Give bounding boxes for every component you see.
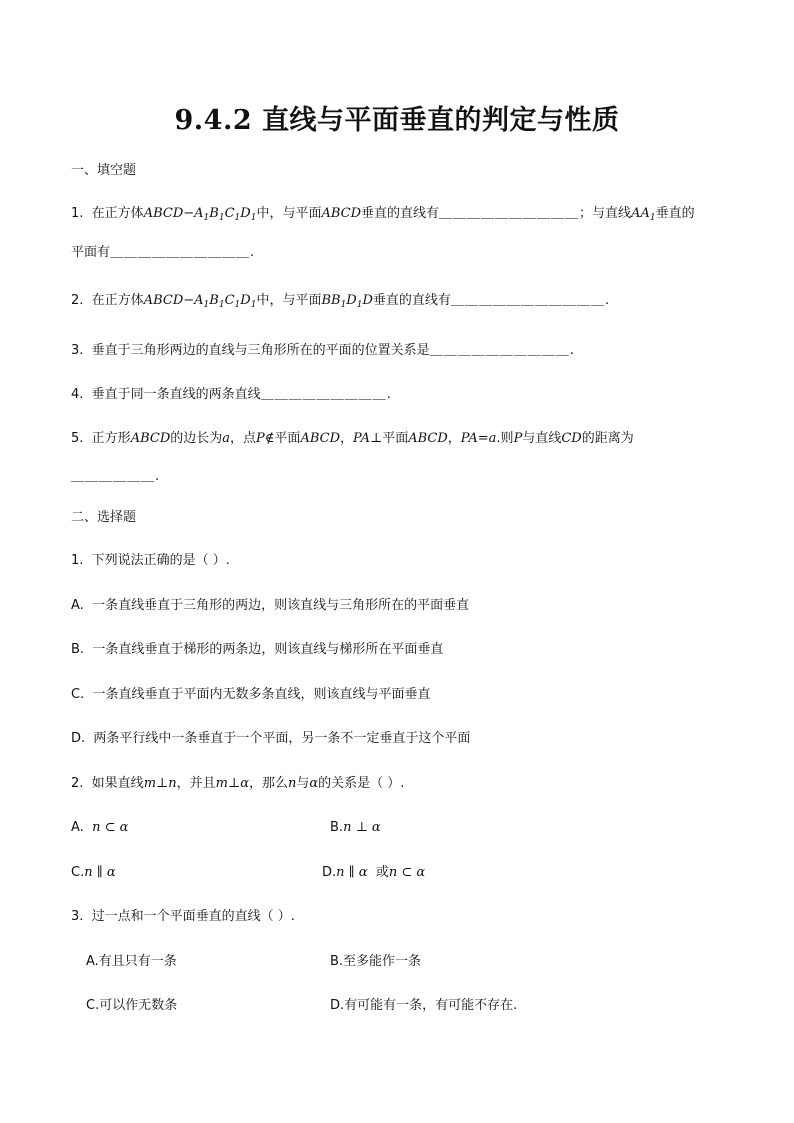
math: ABCD bbox=[130, 431, 171, 446]
option-b[interactable]: B.至多能作一条 bbox=[330, 954, 422, 969]
math: n bbox=[168, 776, 177, 791]
math-cube: $ABCD-A_1B_1C_1D_1$ bbox=[143, 293, 257, 310]
text: 垂直于三角形两边的直线与三角形所在的平面的位置关系是 bbox=[91, 343, 430, 358]
text: 平面有 bbox=[71, 245, 111, 260]
math-line: $AA_1$ bbox=[631, 206, 656, 223]
question-number: 3. bbox=[71, 909, 84, 924]
math: m bbox=[143, 776, 157, 791]
option-label: A. bbox=[71, 598, 84, 613]
option-label: B. bbox=[71, 642, 85, 657]
text: 正方形 bbox=[91, 431, 131, 446]
text: 平面 bbox=[274, 431, 301, 446]
question-2-1 bbox=[71, 552, 230, 570]
text: . bbox=[155, 469, 160, 484]
option-c[interactable] bbox=[71, 864, 116, 882]
text: 的距离为 bbox=[581, 431, 634, 446]
text: 下列说法正确的是（ ）. bbox=[91, 553, 230, 568]
text: 垂直的直线有 bbox=[372, 293, 451, 308]
text: .则 bbox=[496, 431, 514, 446]
math: P bbox=[256, 431, 265, 446]
math: CD bbox=[561, 431, 582, 446]
math: PA bbox=[353, 431, 370, 446]
option-label: D. bbox=[71, 731, 86, 746]
text: ，那么 bbox=[248, 776, 288, 791]
question-number: 2. bbox=[71, 293, 84, 308]
question-1-4 bbox=[71, 386, 391, 404]
math: ⊥ bbox=[156, 776, 169, 791]
question-number: 4. bbox=[71, 387, 84, 402]
option-b[interactable] bbox=[330, 819, 381, 837]
option-b[interactable] bbox=[71, 641, 443, 659]
text: 或 bbox=[375, 865, 389, 880]
answer-blank[interactable]: ＿＿＿＿＿＿＿＿＿＿ bbox=[110, 245, 251, 260]
option-math: n ⊥ α bbox=[343, 820, 381, 835]
text: 垂直的 bbox=[655, 206, 695, 221]
option-c[interactable] bbox=[71, 686, 431, 704]
text: ，点 bbox=[230, 431, 257, 446]
text: 如果直线 bbox=[91, 776, 144, 791]
text: 在正方体 bbox=[91, 293, 144, 308]
math: ABCD bbox=[300, 431, 340, 446]
text: 中，与平面 bbox=[256, 206, 322, 221]
question-1-3 bbox=[71, 342, 574, 360]
text: . bbox=[604, 293, 610, 308]
option-math: n ⊂ α bbox=[388, 865, 426, 880]
option-math: n ⊂ α bbox=[92, 820, 129, 835]
option-label: C. bbox=[71, 687, 85, 702]
text: ；与直线 bbox=[579, 206, 632, 221]
math: a bbox=[488, 431, 497, 446]
math-cube: $ABCD-A_1B_1C_1D_1$ bbox=[143, 206, 257, 223]
text: 中，与平面 bbox=[256, 293, 322, 308]
text: ， bbox=[447, 431, 461, 446]
answer-blank[interactable]: ＿＿＿＿＿＿＿＿＿＿ bbox=[429, 343, 570, 358]
option-text: 一条直线垂直于三角形的两边，则该直线与三角形所在的平面垂直 bbox=[92, 598, 470, 613]
option-text: 两条平行线中一条垂直于一个平面，另一条不一定垂直于这个平面 bbox=[93, 731, 471, 746]
math-plane: ABCD bbox=[321, 206, 362, 221]
section-heading-choice: 二、选择题 bbox=[71, 510, 137, 525]
math: m bbox=[215, 776, 228, 791]
question-1-2 bbox=[71, 292, 609, 310]
option-label: C. bbox=[71, 865, 85, 880]
question-1-5 bbox=[71, 430, 634, 448]
text: . bbox=[569, 343, 574, 358]
option-label: A. bbox=[71, 820, 84, 835]
math: a bbox=[222, 431, 231, 446]
question-number: 3. bbox=[71, 343, 84, 358]
math: α bbox=[309, 776, 319, 791]
question-2-2 bbox=[71, 775, 404, 793]
text: 在正方体 bbox=[91, 206, 144, 221]
option-d[interactable]: D.有可能有一条，有可能不存在. bbox=[330, 998, 518, 1013]
question-1-1 bbox=[71, 205, 695, 223]
section-heading-fill-in: 一、填空题 bbox=[71, 163, 137, 178]
math-plane: $BB_1D_1D$ bbox=[321, 293, 373, 310]
option-c[interactable]: C.可以作无数条 bbox=[86, 998, 178, 1013]
question-number: 1. bbox=[71, 553, 84, 568]
text: 平面 bbox=[382, 431, 409, 446]
question-2-3 bbox=[71, 908, 295, 926]
option-d[interactable] bbox=[71, 730, 470, 748]
answer-blank[interactable]: ＿＿＿＿＿＿ bbox=[71, 469, 156, 484]
answer-blank[interactable]: ＿＿＿＿＿＿＿＿＿＿＿ bbox=[450, 293, 605, 308]
option-math: n ∥ α bbox=[336, 865, 368, 880]
question-number: 2. bbox=[71, 776, 84, 791]
math: ⊥ bbox=[227, 776, 241, 791]
text: 垂直于同一条直线的两条直线 bbox=[91, 387, 261, 402]
answer-blank[interactable]: ＿＿＿＿＿＿＿＿＿＿ bbox=[439, 206, 580, 221]
option-a[interactable]: A.有且只有一条 bbox=[86, 954, 177, 969]
math: ⊥ bbox=[369, 431, 383, 446]
math: n bbox=[288, 776, 297, 791]
math: PA bbox=[460, 431, 478, 446]
page-title: 9.4.2 直线与平面垂直的判定与性质 bbox=[174, 105, 620, 136]
question-number: 1. bbox=[71, 206, 84, 221]
math: ABCD bbox=[408, 431, 448, 446]
text: ，并且 bbox=[176, 776, 216, 791]
text: 垂直的直线有 bbox=[361, 206, 440, 221]
answer-blank[interactable]: ＿＿＿＿＿＿＿＿＿ bbox=[260, 387, 387, 402]
question-1-1-cont bbox=[71, 244, 254, 262]
text: 过一点和一个平面垂直的直线（ ）. bbox=[91, 909, 295, 924]
option-a[interactable] bbox=[71, 597, 469, 615]
text: 的关系是（ ）. bbox=[318, 776, 405, 791]
text: . bbox=[386, 387, 391, 402]
text: 与 bbox=[296, 776, 310, 791]
option-d[interactable] bbox=[322, 864, 425, 882]
option-math: n ∥ α bbox=[84, 865, 116, 880]
question-1-5-cont bbox=[71, 468, 159, 486]
text: ， bbox=[340, 431, 354, 446]
option-text: 一条直线垂直于梯形的两条边，则该直线与梯形所在平面垂直 bbox=[92, 642, 444, 657]
option-label: B. bbox=[330, 820, 344, 835]
option-text: 一条直线垂直于平面内无数多条直线，则该直线与平面垂直 bbox=[92, 687, 431, 702]
option-a[interactable] bbox=[71, 819, 128, 837]
text: 的边长为 bbox=[170, 431, 223, 446]
math: P bbox=[513, 431, 523, 446]
option-label: D. bbox=[322, 865, 337, 880]
question-number: 5. bbox=[71, 431, 84, 446]
math: ∉ bbox=[264, 431, 275, 446]
text: . bbox=[250, 245, 255, 260]
math: = bbox=[477, 431, 489, 446]
math: α bbox=[240, 776, 249, 791]
text: 与直线 bbox=[522, 431, 562, 446]
